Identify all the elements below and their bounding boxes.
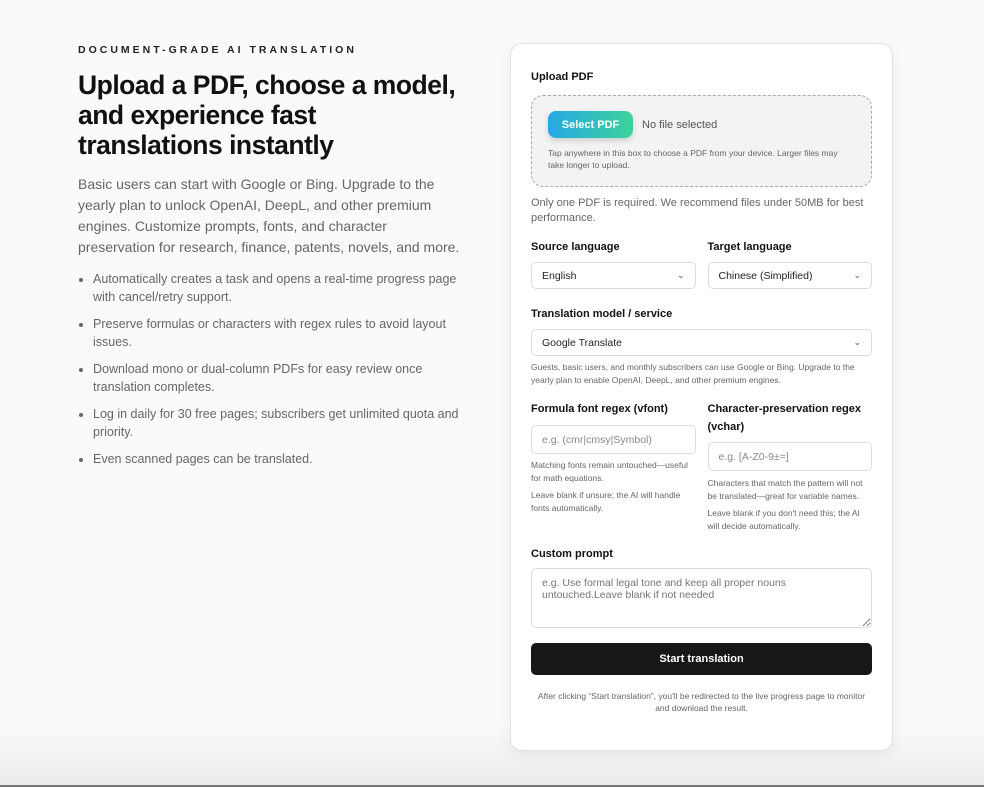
feature-item: • Automatically creates a task and opens a real-time progress page with cancel/retry support. [93,270,463,306]
custom-prompt-textarea[interactable] [531,568,872,628]
target-language-value: Chinese (Simplified) [718,269,813,282]
feature-item: • Even scanned pages can be translated. [93,450,463,468]
feature-item: • Download mono or dual-column PDFs for easy review once translation completes. [93,360,463,396]
chevron-down-icon: ⌄ [676,270,685,280]
vfont-input[interactable] [531,425,696,454]
model-help: Guests, basic users, and monthly subscribers can use Google or Bing. Upgrade to the yearly plan to enable OpenAI, DeepL, and other premium engines. [531,362,855,385]
chevron-down-icon: ⌄ [853,270,861,280]
vchar-help: Characters that match the pattern will not be translated—great for variable names. [707,478,863,501]
eyebrow: DOCUMENT-GRADE AI TRANSLATION [78,44,357,56]
feature-item: • Preserve formulas or characters with regex rules to avoid layout issues. [93,315,463,351]
page-title: Upload a PDF, choose a model, and experience fast translations instantly [78,70,456,160]
chevron-down-icon: ⌄ [853,337,861,347]
drop-tip: Tap anywhere in this box to choose a PDF from your device. Larger files may take longer to upload. [548,148,838,170]
vfont-help: Matching fonts remain untouched—useful for math equations. [531,460,688,483]
vfont-label: Formula font regex (vfont) [531,403,668,415]
feature-item: • Log in daily for 30 free pages; subscribers get unlimited quota and priority. [93,405,463,441]
vchar-input[interactable] [708,442,873,471]
prompt-label: Custom prompt [531,548,613,560]
translation-form [510,43,893,751]
start-translation-button[interactable]: Start translation [531,643,872,675]
source-language-label: Source language [531,241,620,253]
vchar-label: Character-preservation regex (vchar) [707,403,861,433]
feature-list [78,270,463,468]
file-status: No file selected [642,118,718,131]
target-language-label: Target language [707,241,792,253]
model-select[interactable] [531,329,872,356]
footer-note: After clicking “Start translation”, you'll be redirected to the live progress page to monitor and download the result. [537,691,866,713]
source-language-value: English [542,269,577,282]
vfont-help: Leave blank if unsure; the AI will handle fonts automatically. [531,490,681,513]
vchar-placeholder: e.g. [A-Z0-9±=] [718,450,789,463]
hero [78,44,463,477]
upload-dropzone[interactable] [531,95,872,187]
upload-label: Upload PDF [531,71,594,83]
target-language-select[interactable] [708,262,873,289]
upload-help: Only one PDF is required. We recommend files under 50MB for best performance. [531,197,864,224]
source-language-select[interactable] [531,262,696,289]
select-pdf-button[interactable]: Select PDF [548,111,633,138]
model-value: Google Translate [542,336,622,349]
vchar-help: Leave blank if you don't need this; the AI will decide automatically. [707,508,860,531]
vfont-placeholder: e.g. (cmr|cmsy|Symbol) [542,433,652,446]
model-label: Translation model / service [531,308,673,320]
lead-text: Basic users can start with Google or Bing. Upgrade to the yearly plan to unlock OpenAI, DeepL, and other premium engines. Customize prompts, fonts, and character preservation for research, finance, patents, novels, and more. [78,176,460,255]
